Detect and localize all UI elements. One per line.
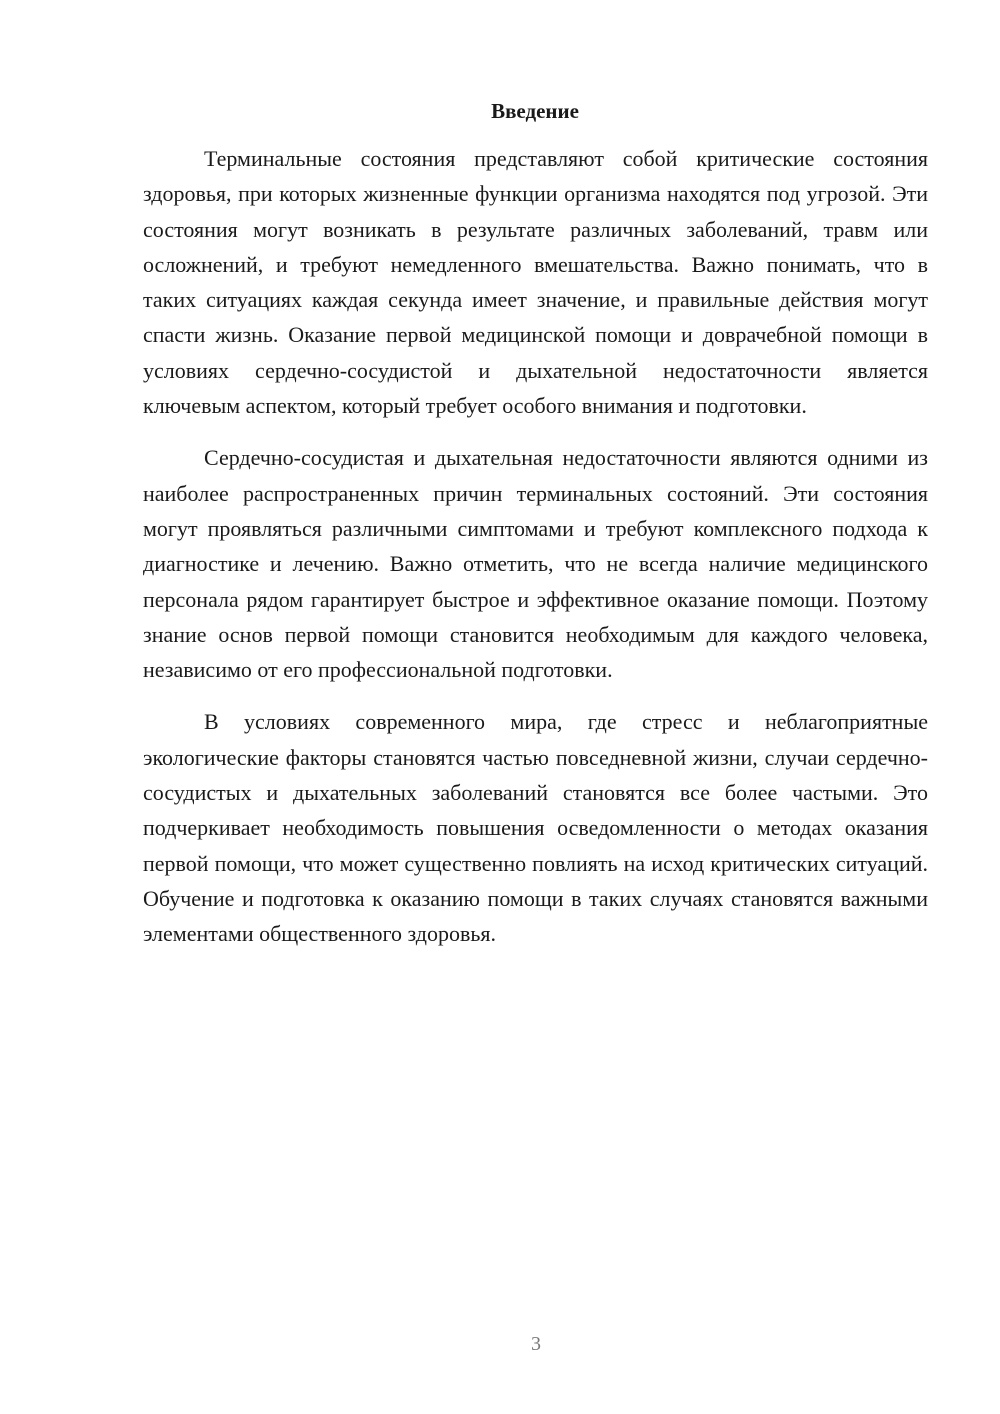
body-text: [143, 141, 928, 969]
paragraph: Терминальные состояния представляют собой критические состояния здоровья, при которых жизненные функции организма находятся под угрозой. Эти состояния могут возникать в результате различных заболеваний, травм или осложнений, и требуют немедленного вмешательства. Важно понимать, что в таких ситуациях каждая секунда имеет значение, и правильные действия могут спасти жизнь. Оказание первой медицинской помощи и доврачебной помощи в условиях сердечно-сосудистой и дыхательной недостаточности является ключевым аспектом, который требует особого внимания и подготовки.: [143, 146, 928, 419]
paragraph: В условиях современного мира, где стресс и неблагоприятные экологические факторы становятся частью повседневной жизни, случаи сердечно-сосудистых и дыхательных заболеваний становятся все более частыми. Это подчеркивает необходимость повышения осведомленности о методах оказания первой помощи, что может существенно повлиять на исход критических ситуаций. Обучение и подготовка к оказанию помощи в таких случаях становятся важными элементами общественного здоровья.: [143, 709, 928, 947]
page-number: 3: [531, 1333, 541, 1355]
paragraph: Сердечно-сосудистая и дыхательная недостаточности являются одними из наиболее распространенных причин терминальных состояний. Эти состояния могут проявляться различными симптомами и требуют комплексного подхода к диагностике и лечению. Важно отметить, что не всегда наличие медицинского персонала рядом гарантирует быстрое и эффективное оказание помощи. Поэтому знание основ первой помощи становится необходимым для каждого человека, независимо от его профессиональной подготовки.: [143, 445, 928, 683]
section-heading: Введение: [491, 99, 579, 123]
